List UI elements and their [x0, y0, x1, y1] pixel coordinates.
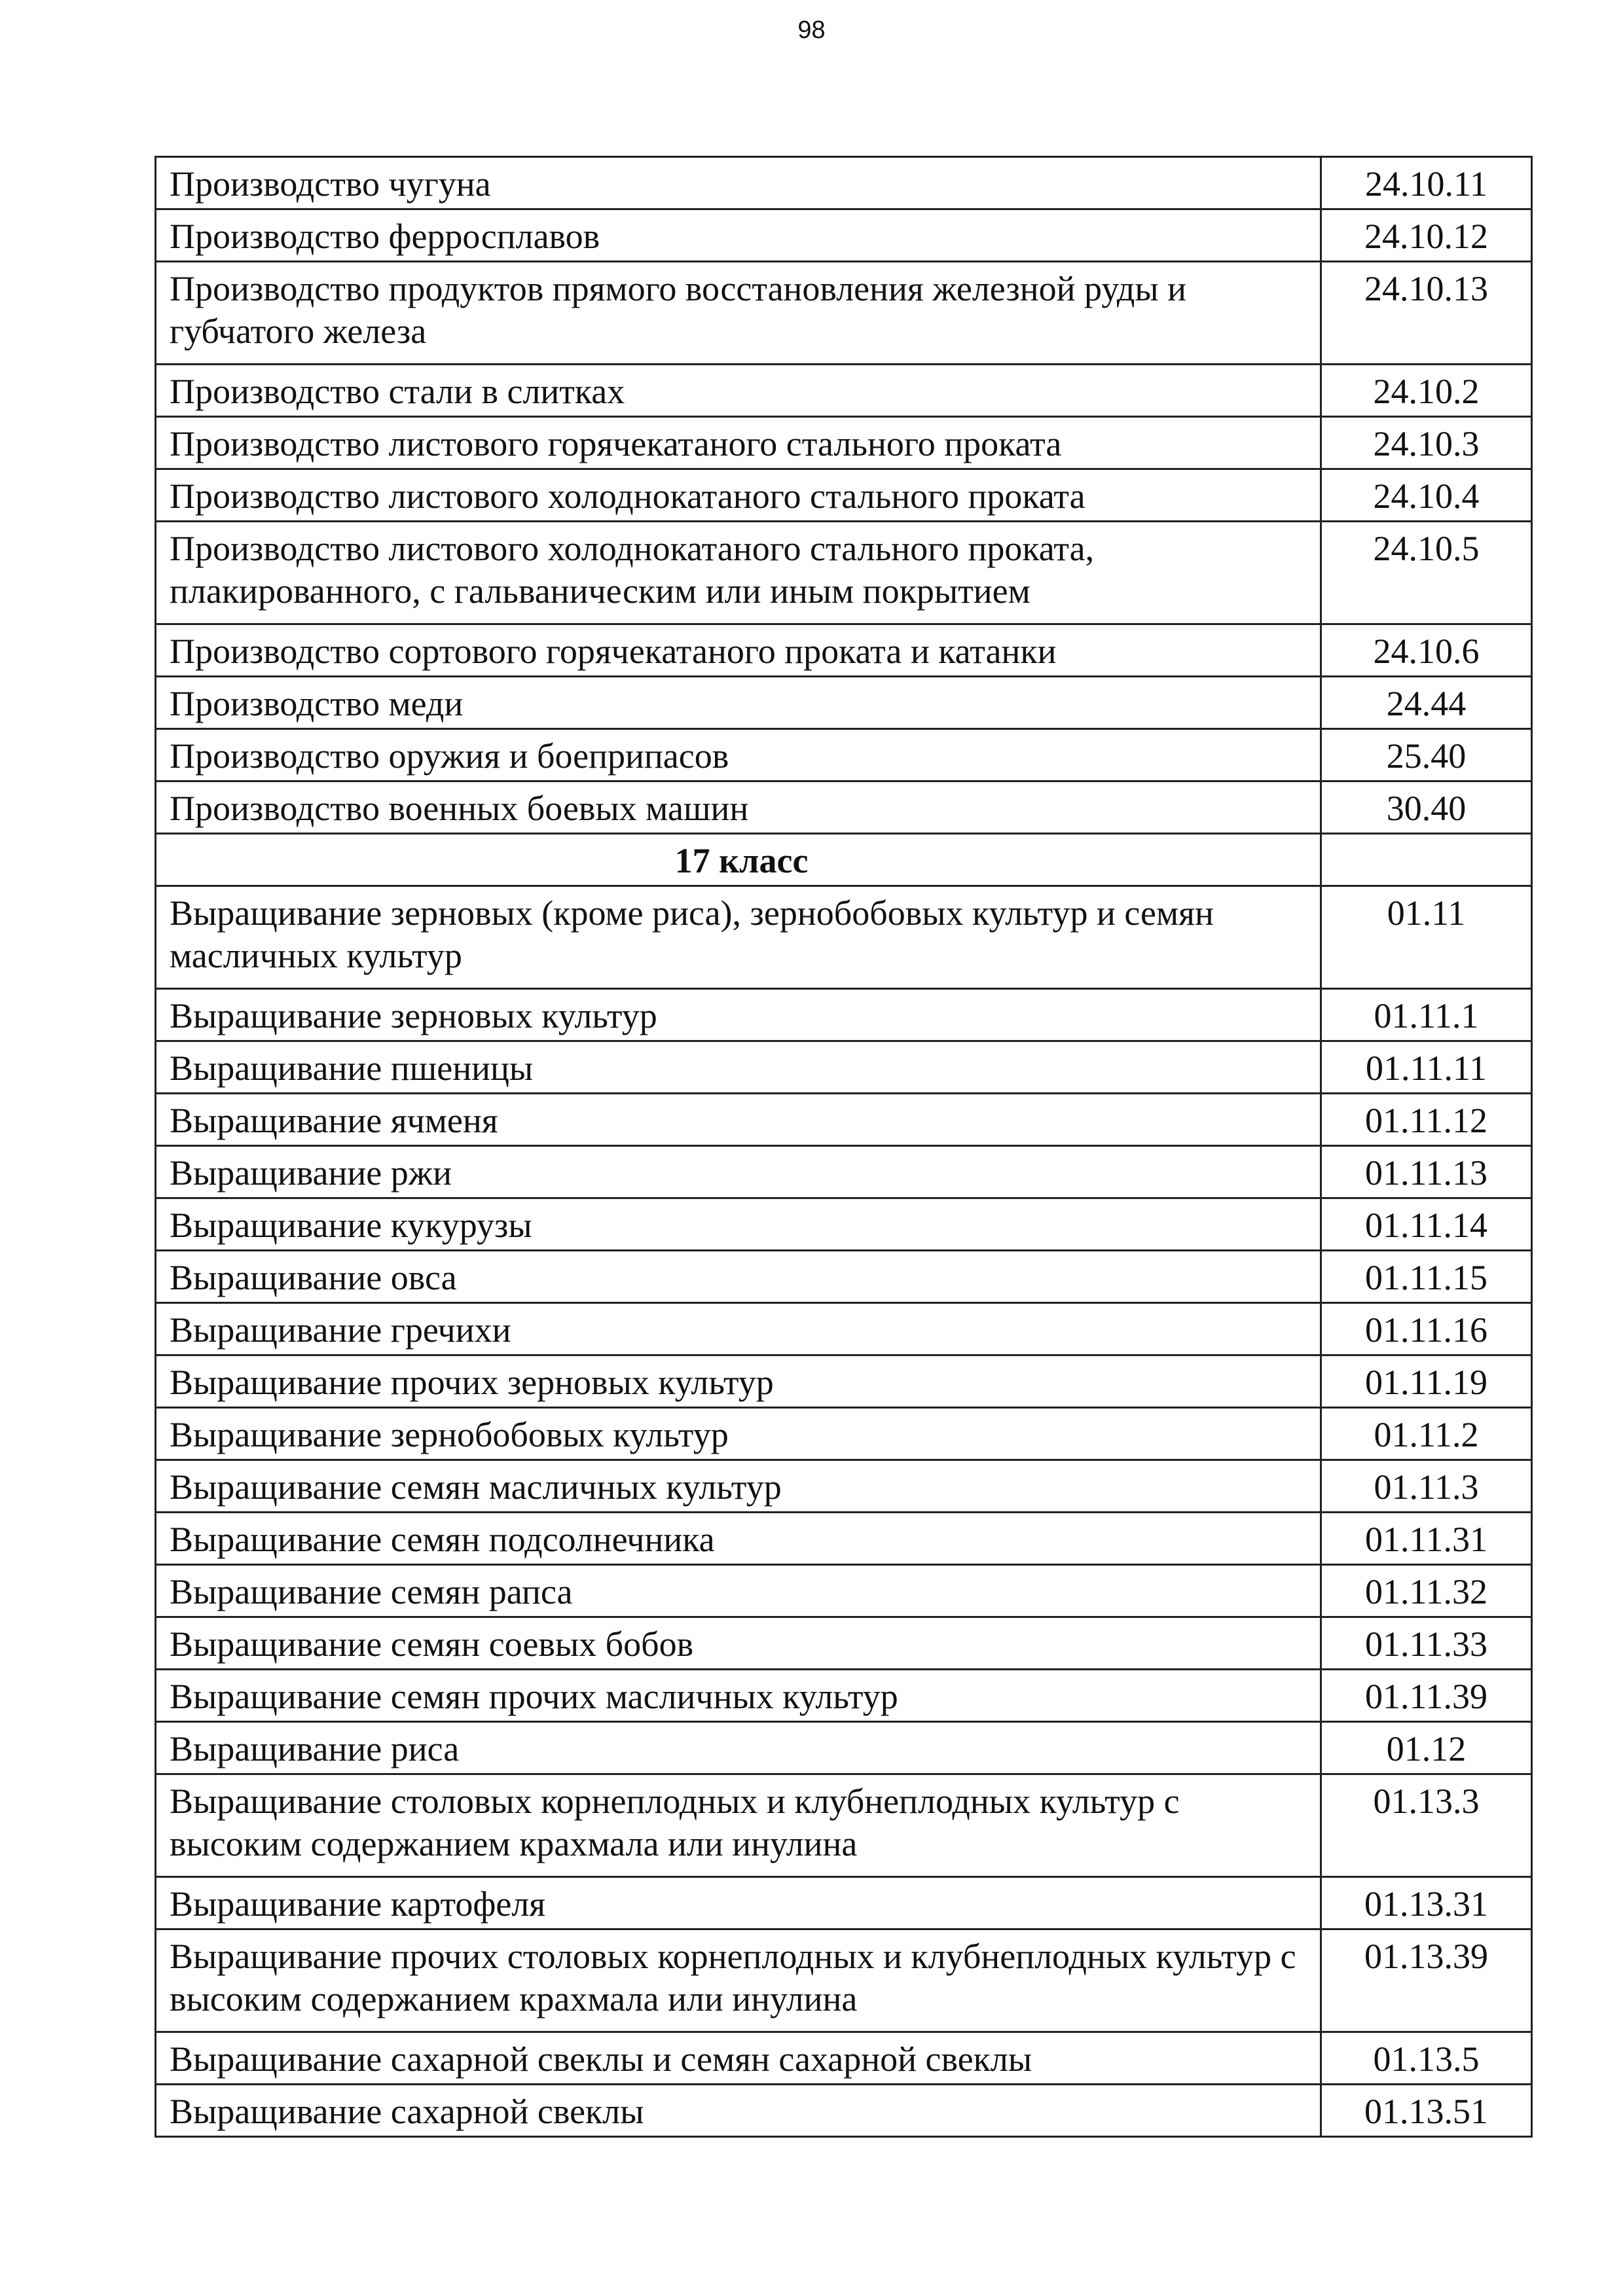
activity-name: Производство меди: [156, 677, 1321, 729]
table-row: [156, 989, 1532, 1041]
activity-code: 01.11.33: [1321, 1617, 1532, 1670]
table-row: [156, 2032, 1532, 2085]
activity-code: 01.11.16: [1321, 1303, 1532, 1355]
activity-name: Выращивание семян подсолнечника: [156, 1513, 1321, 1565]
activity-code: 24.10.5: [1321, 522, 1532, 624]
activity-code: 01.11.13: [1321, 1146, 1532, 1198]
table-row: [156, 157, 1532, 209]
activity-code: 24.10.2: [1321, 365, 1532, 417]
activity-code: 24.10.6: [1321, 624, 1532, 677]
activity-code: 01.11.3: [1321, 1460, 1532, 1513]
activity-name: Производство листового холоднокатаного стального проката, плакированного, с гальваническим или иным покрытием: [156, 522, 1321, 624]
activity-code: 01.11.12: [1321, 1094, 1532, 1146]
table-row: [156, 1355, 1532, 1408]
activity-code: 01.11.14: [1321, 1198, 1532, 1251]
activity-name: Выращивание зерновых культур: [156, 989, 1321, 1041]
page-number: 98: [797, 16, 826, 44]
activity-name: Производство продуктов прямого восстановления железной руды и губчатого железа: [156, 262, 1321, 365]
activity-name: Выращивание прочих столовых корнеплодных и клубнеплодных культур с высоким содержанием крахмала или инулина: [156, 1929, 1321, 2032]
activity-name: Производство ферросплавов: [156, 209, 1321, 262]
activity-name: Производство сортового горячекатаного проката и катанки: [156, 624, 1321, 677]
activity-name: Производство чугуна: [156, 157, 1321, 209]
activity-code: 24.44: [1321, 677, 1532, 729]
activity-code: 01.12: [1321, 1722, 1532, 1774]
table-row: [156, 624, 1532, 677]
table-row: [156, 1774, 1532, 1877]
table-row: [156, 1251, 1532, 1303]
activity-code: 01.11.11: [1321, 1041, 1532, 1094]
table-row: [156, 886, 1532, 989]
activity-code: 01.13.39: [1321, 1929, 1532, 2032]
activity-code: 25.40: [1321, 729, 1532, 781]
table-row: [156, 1198, 1532, 1251]
activity-name: Выращивание столовых корнеплодных и клубнеплодных культур с высоким содержанием крахмала или инулина: [156, 1774, 1321, 1877]
table-row: [156, 1041, 1532, 1094]
activity-code: 01.11.19: [1321, 1355, 1532, 1408]
table-row: [156, 1617, 1532, 1670]
table-row: [156, 417, 1532, 469]
section-heading: 17 класс: [156, 834, 1321, 886]
activity-name: Производство военных боевых машин: [156, 781, 1321, 834]
activity-name: Производство листового холоднокатаного стального проката: [156, 469, 1321, 522]
table-row: [156, 677, 1532, 729]
activity-code: 01.13.31: [1321, 1877, 1532, 1929]
activity-code: 01.11.2: [1321, 1408, 1532, 1460]
activity-name: Выращивание ячменя: [156, 1094, 1321, 1146]
activity-name: Выращивание семян рапса: [156, 1565, 1321, 1617]
activity-name: Выращивание ржи: [156, 1146, 1321, 1198]
activity-name: Выращивание семян соевых бобов: [156, 1617, 1321, 1670]
activity-code: 01.13.3: [1321, 1774, 1532, 1877]
table-row: [156, 729, 1532, 781]
table-row: [156, 1722, 1532, 1774]
activity-code: 24.10.12: [1321, 209, 1532, 262]
table-row: [156, 1670, 1532, 1722]
activity-code: 01.11.31: [1321, 1513, 1532, 1565]
table-row: [156, 365, 1532, 417]
activity-code: 01.11.15: [1321, 1251, 1532, 1303]
activity-name: Выращивание овса: [156, 1251, 1321, 1303]
activity-name: Выращивание картофеля: [156, 1877, 1321, 1929]
table-row: [156, 522, 1532, 624]
table-row: [156, 469, 1532, 522]
section-heading-row: [156, 834, 1532, 886]
activity-code-table: [155, 156, 1533, 2138]
activity-code: [1321, 834, 1532, 886]
table-row: [156, 1513, 1532, 1565]
activity-code: 01.13.5: [1321, 2032, 1532, 2085]
activity-name: Выращивание семян масличных культур: [156, 1460, 1321, 1513]
activity-name: Выращивание зернобобовых культур: [156, 1408, 1321, 1460]
activity-code: 24.10.4: [1321, 469, 1532, 522]
table-row: [156, 1094, 1532, 1146]
activity-name: Выращивание кукурузы: [156, 1198, 1321, 1251]
activity-name: Выращивание семян прочих масличных культур: [156, 1670, 1321, 1722]
activity-name: Выращивание риса: [156, 1722, 1321, 1774]
table-row: [156, 1408, 1532, 1460]
activity-name: Выращивание зерновых (кроме риса), зернобобовых культур и семян масличных культур: [156, 886, 1321, 989]
table-row: [156, 781, 1532, 834]
table-row: [156, 1565, 1532, 1617]
table-row: [156, 1929, 1532, 2032]
activity-code: 01.11.1: [1321, 989, 1532, 1041]
table-row: [156, 262, 1532, 365]
activity-code: 30.40: [1321, 781, 1532, 834]
table-row: [156, 1460, 1532, 1513]
table-row: [156, 1146, 1532, 1198]
activity-code: 24.10.3: [1321, 417, 1532, 469]
table-row: [156, 209, 1532, 262]
activity-code: 24.10.11: [1321, 157, 1532, 209]
activity-name: Выращивание пшеницы: [156, 1041, 1321, 1094]
table-row: [156, 1303, 1532, 1355]
table-row: [156, 1877, 1532, 1929]
table-row: [156, 2085, 1532, 2137]
activity-name: Выращивание прочих зерновых культур: [156, 1355, 1321, 1408]
activity-code: 01.11: [1321, 886, 1532, 989]
activity-code: 01.11.39: [1321, 1670, 1532, 1722]
activity-name: Выращивание сахарной свеклы и семян сахарной свеклы: [156, 2032, 1321, 2085]
activity-name: Производство оружия и боеприпасов: [156, 729, 1321, 781]
activity-code: 01.11.32: [1321, 1565, 1532, 1617]
activity-code: 01.13.51: [1321, 2085, 1532, 2137]
activity-name: Производство листового горячекатаного стального проката: [156, 417, 1321, 469]
activity-name: Выращивание сахарной свеклы: [156, 2085, 1321, 2137]
activity-name: Выращивание гречихи: [156, 1303, 1321, 1355]
activity-code: 24.10.13: [1321, 262, 1532, 365]
activity-name: Производство стали в слитках: [156, 365, 1321, 417]
